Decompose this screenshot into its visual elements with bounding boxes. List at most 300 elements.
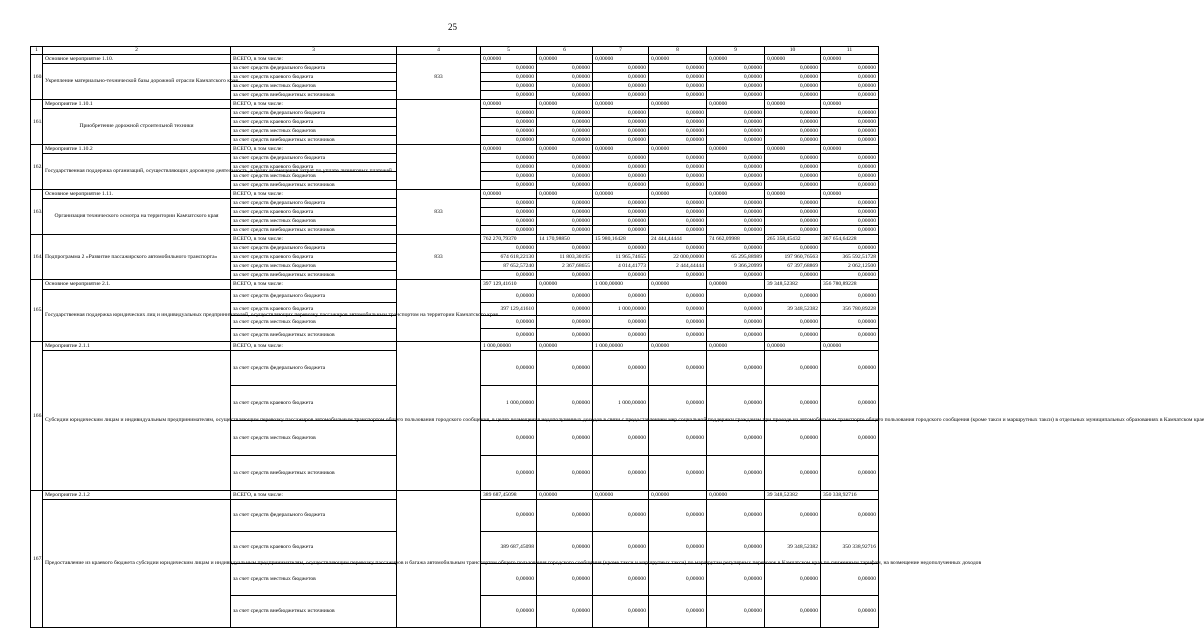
amount-cell: 0,00000 xyxy=(707,172,765,181)
amount-cell: 0,00000 xyxy=(765,329,821,342)
measure-title: Мероприятие 1.10.1 xyxy=(43,100,231,109)
amount-cell: 350 338,92716 xyxy=(821,532,879,564)
amount-cell: 0,00000 xyxy=(649,82,707,91)
amount-cell: 0,00000 xyxy=(707,127,765,136)
amount-cell: 0,00000 xyxy=(481,329,537,342)
funding-source: за счет средств местных бюджетов xyxy=(231,564,397,596)
amount-cell: 0,00000 xyxy=(537,303,593,316)
budget-code xyxy=(397,280,481,342)
amount-cell: 0,00000 xyxy=(481,136,537,145)
amount-cell: 0,00000 xyxy=(649,163,707,172)
amount-cell: 0,00000 xyxy=(593,351,649,386)
column-number: 6 xyxy=(537,47,593,55)
amount-cell: 0,00000 xyxy=(765,181,821,190)
amount-cell: 0,00000 xyxy=(765,136,821,145)
funding-source: за счет средств местных бюджетов xyxy=(231,217,397,226)
amount-cell: 0,00000 xyxy=(649,181,707,190)
funding-source: за счет средств краевого бюджета xyxy=(231,73,397,82)
amount-cell: 0,00000 xyxy=(821,109,879,118)
amount-cell: 0,00000 xyxy=(765,271,821,280)
funding-source: за счет средств краевого бюджета xyxy=(231,386,397,421)
column-number: 5 xyxy=(481,47,537,55)
amount-cell: 0,00000 xyxy=(481,199,537,208)
amount-cell: 0,00000 xyxy=(481,271,537,280)
amount-cell: 65 295,88989 xyxy=(707,253,765,262)
amount-cell: 0,00000 xyxy=(593,172,649,181)
budget-code xyxy=(397,145,481,190)
amount-cell: 0,00000 xyxy=(593,271,649,280)
amount-cell: 0,00000 xyxy=(765,91,821,100)
column-number: 10 xyxy=(765,47,821,55)
amount-cell: 0,00000 xyxy=(707,386,765,421)
table-body xyxy=(31,47,1204,628)
amount-cell: 0,00000 xyxy=(593,163,649,172)
amount-cell: 67 397,68869 xyxy=(765,262,821,271)
amount-cell: 0,00000 xyxy=(481,64,537,73)
amount-cell: 0,00000 xyxy=(707,154,765,163)
amount-cell: 0,00000 xyxy=(593,456,649,491)
table-row xyxy=(31,55,879,64)
amount-cell: 0,00000 xyxy=(537,316,593,329)
measure-name: Укрепление материально-технической базы дорожной отрасли Камчатского края xyxy=(43,64,231,100)
amount-cell: 0,00000 xyxy=(765,145,821,154)
amount-cell: 0,00000 xyxy=(765,172,821,181)
amount-cell: 0,00000 xyxy=(765,154,821,163)
measure-name: Предоставление из краевого бюджета субсидии юридическим лицам и индивидуальным предпринимателям, осуществляющим перевозку пассажиров и багажа автомобильным транспортом общего пользования городского сообщения (кроме такси и маршрутных такси) по маршрутам регулярных перевозок в Камчатском крае по сниженным тарифам, на возмещение недополученных доходов xyxy=(43,500,231,628)
amount-cell: 0,00000 xyxy=(481,127,537,136)
funding-source: за счет средств местных бюджетов xyxy=(231,262,397,271)
amount-cell: 0,00000 xyxy=(821,163,879,172)
funding-source: за счет средств федерального бюджета xyxy=(231,64,397,73)
amount-cell: 74 662,09988 xyxy=(707,235,765,244)
amount-cell: 0,00000 xyxy=(707,532,765,564)
funding-source: за счет средств внебюджетных источников xyxy=(231,596,397,628)
funding-source: ВСЕГО, в том числе: xyxy=(231,100,397,109)
amount-cell: 762 270,79370 xyxy=(481,235,537,244)
amount-cell: 0,00000 xyxy=(537,163,593,172)
funding-source: за счет средств местных бюджетов xyxy=(231,82,397,91)
amount-cell: 0,00000 xyxy=(821,316,879,329)
amount-cell: 0,00000 xyxy=(765,199,821,208)
amount-cell: 0,00000 xyxy=(537,226,593,235)
amount-cell: 0,00000 xyxy=(593,118,649,127)
amount-cell: 0,00000 xyxy=(707,181,765,190)
measure-title: Основное мероприятие 1.11. xyxy=(43,190,231,199)
amount-cell: 0,00000 xyxy=(537,456,593,491)
amount-cell: 0,00000 xyxy=(593,199,649,208)
amount-cell: 0,00000 xyxy=(707,456,765,491)
amount-cell: 0,00000 xyxy=(649,109,707,118)
budget-code: 833 xyxy=(397,55,481,100)
amount-cell: 0,00000 xyxy=(537,244,593,253)
amount-cell: 0,00000 xyxy=(649,199,707,208)
amount-cell: 0,00000 xyxy=(537,199,593,208)
amount-cell: 0,00000 xyxy=(593,55,649,64)
amount-cell: 0,00000 xyxy=(649,208,707,217)
amount-cell: 39 348,52382 xyxy=(765,280,821,290)
funding-source: за счет средств краевого бюджета xyxy=(231,208,397,217)
funding-source: за счет средств внебюджетных источников xyxy=(231,226,397,235)
amount-cell: 0,00000 xyxy=(821,127,879,136)
amount-cell: 0,00000 xyxy=(821,199,879,208)
amount-cell: 0,00000 xyxy=(707,64,765,73)
amount-cell: 39 348,52382 xyxy=(765,491,821,500)
amount-cell: 197 960,76563 xyxy=(765,253,821,262)
amount-cell: 0,00000 xyxy=(649,55,707,64)
funding-source: ВСЕГО, в том числе: xyxy=(231,491,397,500)
amount-cell: 0,00000 xyxy=(593,564,649,596)
amount-cell: 0,00000 xyxy=(481,172,537,181)
amount-cell: 0,00000 xyxy=(537,329,593,342)
amount-cell: 0,00000 xyxy=(481,73,537,82)
column-number: 2 xyxy=(43,47,231,55)
amount-cell: 0,00000 xyxy=(481,100,537,109)
funding-source: за счет средств федерального бюджета xyxy=(231,199,397,208)
amount-cell: 0,00000 xyxy=(593,208,649,217)
amount-cell: 0,00000 xyxy=(537,136,593,145)
amount-cell: 0,00000 xyxy=(649,290,707,303)
amount-cell: 397 129,41610 xyxy=(481,303,537,316)
row-number: 162. xyxy=(31,145,43,190)
amount-cell: 0,00000 xyxy=(649,386,707,421)
amount-cell: 0,00000 xyxy=(481,596,537,628)
amount-cell: 0,00000 xyxy=(537,271,593,280)
amount-cell: 0,00000 xyxy=(821,244,879,253)
amount-cell: 0,00000 xyxy=(481,55,537,64)
amount-cell: 2 367,68655 xyxy=(537,262,593,271)
funding-source: за счет средств местных бюджетов xyxy=(231,172,397,181)
amount-cell: 0,00000 xyxy=(765,127,821,136)
amount-cell: 0,00000 xyxy=(481,181,537,190)
amount-cell: 4 014,41773 xyxy=(593,262,649,271)
table-row xyxy=(31,342,879,351)
amount-cell: 0,00000 xyxy=(537,290,593,303)
column-number: 3 xyxy=(231,47,397,55)
amount-cell: 0,00000 xyxy=(821,82,879,91)
funding-source: за счет средств федерального бюджета xyxy=(231,500,397,532)
amount-cell: 0,00000 xyxy=(593,491,649,500)
amount-cell: 0,00000 xyxy=(765,564,821,596)
amount-cell: 0,00000 xyxy=(537,351,593,386)
funding-source: за счет средств федерального бюджета xyxy=(231,351,397,386)
amount-cell: 0,00000 xyxy=(821,329,879,342)
amount-cell: 0,00000 xyxy=(649,127,707,136)
amount-cell: 0,00000 xyxy=(649,280,707,290)
measure-name: Организация технического осмотра на территории Камчатского края xyxy=(43,199,231,235)
amount-cell: 0,00000 xyxy=(593,181,649,190)
amount-cell: 0,00000 xyxy=(481,91,537,100)
measure-title: Мероприятие 1.10.2 xyxy=(43,145,231,154)
amount-cell: 0,00000 xyxy=(593,290,649,303)
funding-source: за счет средств местных бюджетов xyxy=(231,127,397,136)
amount-cell: 0,00000 xyxy=(481,145,537,154)
amount-cell: 2 444,44444 xyxy=(649,262,707,271)
amount-cell: 0,00000 xyxy=(593,91,649,100)
table-row xyxy=(31,280,879,290)
amount-cell: 14 170,98850 xyxy=(537,235,593,244)
amount-cell: 0,00000 xyxy=(537,208,593,217)
amount-cell: 397 129,41610 xyxy=(481,280,537,290)
amount-cell: 0,00000 xyxy=(537,154,593,163)
amount-cell: 15 980,16428 xyxy=(593,235,649,244)
amount-cell: 0,00000 xyxy=(481,190,537,199)
amount-cell: 0,00000 xyxy=(593,64,649,73)
amount-cell: 0,00000 xyxy=(707,564,765,596)
page-number: 25 xyxy=(448,22,457,32)
amount-cell: 0,00000 xyxy=(481,226,537,235)
amount-cell: 0,00000 xyxy=(765,109,821,118)
amount-cell: 0,00000 xyxy=(707,271,765,280)
amount-cell: 0,00000 xyxy=(765,316,821,329)
budget-code xyxy=(397,342,481,491)
funding-source: за счет средств федерального бюджета xyxy=(231,154,397,163)
amount-cell: 0,00000 xyxy=(821,500,879,532)
amount-cell: 0,00000 xyxy=(821,91,879,100)
amount-cell: 0,00000 xyxy=(537,127,593,136)
row-number: 160. xyxy=(31,55,43,100)
measure-name: Подпрограмма 2 «Развитие пассажирского автомобильного транспорта» xyxy=(43,235,231,280)
funding-source: за счет средств федерального бюджета xyxy=(231,244,397,253)
row-number: 165. xyxy=(31,280,43,342)
amount-cell: 0,00000 xyxy=(821,181,879,190)
amount-cell: 0,00000 xyxy=(481,217,537,226)
measure-name: Приобретение дорожной строительной техники xyxy=(43,109,231,145)
amount-cell: 0,00000 xyxy=(765,244,821,253)
amount-cell: 0,00000 xyxy=(821,386,879,421)
amount-cell: 22 000,00000 xyxy=(649,253,707,262)
amount-cell: 0,00000 xyxy=(481,118,537,127)
funding-source: ВСЕГО, в том числе: xyxy=(231,235,397,244)
funding-source: за счет средств внебюджетных источников xyxy=(231,271,397,280)
amount-cell: 11 803,30195 xyxy=(537,253,593,262)
amount-cell: 0,00000 xyxy=(707,208,765,217)
amount-cell: 0,00000 xyxy=(593,316,649,329)
amount-cell: 0,00000 xyxy=(821,145,879,154)
amount-cell: 1 000,00000 xyxy=(593,342,649,351)
amount-cell: 0,00000 xyxy=(593,73,649,82)
amount-cell: 0,00000 xyxy=(765,456,821,491)
amount-cell: 0,00000 xyxy=(707,118,765,127)
table-row xyxy=(31,235,879,244)
amount-cell: 87 652,57240 xyxy=(481,262,537,271)
amount-cell: 0,00000 xyxy=(765,118,821,127)
amount-cell: 0,00000 xyxy=(707,596,765,628)
amount-cell: 0,00000 xyxy=(821,342,879,351)
row-number: 166. xyxy=(31,342,43,491)
amount-cell: 0,00000 xyxy=(649,226,707,235)
measure-title: Основное мероприятие 1.10. xyxy=(43,55,231,64)
amount-cell: 0,00000 xyxy=(821,596,879,628)
amount-cell: 0,00000 xyxy=(593,421,649,456)
amount-cell: 0,00000 xyxy=(537,421,593,456)
amount-cell: 0,00000 xyxy=(593,154,649,163)
funding-source: ВСЕГО, в том числе: xyxy=(231,190,397,199)
amount-cell: 0,00000 xyxy=(707,290,765,303)
funding-source: ВСЕГО, в том числе: xyxy=(231,280,397,290)
amount-cell: 0,00000 xyxy=(649,73,707,82)
amount-cell: 0,00000 xyxy=(765,208,821,217)
amount-cell: 0,00000 xyxy=(649,154,707,163)
amount-cell: 0,00000 xyxy=(707,421,765,456)
amount-cell: 0,00000 xyxy=(707,109,765,118)
amount-cell: 0,00000 xyxy=(821,136,879,145)
amount-cell: 0,00000 xyxy=(537,100,593,109)
funding-source: за счет средств внебюджетных источников xyxy=(231,456,397,491)
amount-cell: 0,00000 xyxy=(537,280,593,290)
amount-cell: 0,00000 xyxy=(707,190,765,199)
amount-cell: 0,00000 xyxy=(649,532,707,564)
amount-cell: 0,00000 xyxy=(707,73,765,82)
budget-code: 833 xyxy=(397,190,481,235)
amount-cell: 0,00000 xyxy=(481,163,537,172)
table-row xyxy=(31,145,879,154)
amount-cell: 0,00000 xyxy=(765,386,821,421)
amount-cell: 0,00000 xyxy=(649,564,707,596)
amount-cell: 0,00000 xyxy=(593,136,649,145)
amount-cell: 0,00000 xyxy=(593,217,649,226)
measure-name: Государственная поддержка организаций, осуществляющих дорожную деятельность, в целях возмещения затрат по уплате лизинговых платежей xyxy=(43,154,231,190)
amount-cell: 0,00000 xyxy=(707,82,765,91)
amount-cell: 11 965,74655 xyxy=(593,253,649,262)
amount-cell: 0,00000 xyxy=(537,181,593,190)
funding-source: за счет средств местных бюджетов xyxy=(231,421,397,456)
amount-cell: 0,00000 xyxy=(765,100,821,109)
amount-cell: 0,00000 xyxy=(821,154,879,163)
amount-cell: 0,00000 xyxy=(765,342,821,351)
amount-cell: 0,00000 xyxy=(707,316,765,329)
amount-cell: 0,00000 xyxy=(707,303,765,316)
amount-cell: 0,00000 xyxy=(765,596,821,628)
amount-cell: 0,00000 xyxy=(649,491,707,500)
amount-cell: 0,00000 xyxy=(649,271,707,280)
funding-source: за счет средств краевого бюджета xyxy=(231,118,397,127)
funding-source: ВСЕГО, в том числе: xyxy=(231,342,397,351)
amount-cell: 1 000,00000 xyxy=(593,303,649,316)
amount-cell: 0,00000 xyxy=(537,500,593,532)
amount-cell: 0,00000 xyxy=(593,100,649,109)
amount-cell: 0,00000 xyxy=(821,73,879,82)
amount-cell: 0,00000 xyxy=(707,244,765,253)
amount-cell: 0,00000 xyxy=(765,64,821,73)
amount-cell: 0,00000 xyxy=(481,564,537,596)
amount-cell: 0,00000 xyxy=(707,136,765,145)
amount-cell: 0,00000 xyxy=(649,244,707,253)
amount-cell: 0,00000 xyxy=(707,163,765,172)
amount-cell: 0,00000 xyxy=(765,217,821,226)
funding-source: за счет средств внебюджетных источников xyxy=(231,136,397,145)
amount-cell: 0,00000 xyxy=(765,290,821,303)
budget-code xyxy=(397,491,481,628)
amount-cell: 0,00000 xyxy=(765,351,821,386)
amount-cell: 0,00000 xyxy=(481,82,537,91)
amount-cell: 0,00000 xyxy=(649,500,707,532)
funding-source: за счет средств краевого бюджета xyxy=(231,303,397,316)
amount-cell: 0,00000 xyxy=(649,596,707,628)
amount-cell: 0,00000 xyxy=(481,109,537,118)
amount-cell: 0,00000 xyxy=(821,172,879,181)
amount-cell: 0,00000 xyxy=(821,290,879,303)
amount-cell: 0,00000 xyxy=(707,91,765,100)
amount-cell: 0,00000 xyxy=(707,145,765,154)
amount-cell: 0,00000 xyxy=(649,342,707,351)
amount-cell: 350 338,92716 xyxy=(821,491,879,500)
amount-cell: 0,00000 xyxy=(821,217,879,226)
amount-cell: 0,00000 xyxy=(821,226,879,235)
row-number: 163. xyxy=(31,190,43,235)
amount-cell: 0,00000 xyxy=(593,500,649,532)
amount-cell: 0,00000 xyxy=(537,342,593,351)
funding-source: за счет средств федерального бюджета xyxy=(231,109,397,118)
amount-cell: 0,00000 xyxy=(593,532,649,564)
amount-cell: 0,00000 xyxy=(707,500,765,532)
amount-cell: 365 592,51728 xyxy=(821,253,879,262)
measure-title: Основное мероприятие 2.1. xyxy=(43,280,231,290)
amount-cell: 0,00000 xyxy=(765,55,821,64)
amount-cell: 0,00000 xyxy=(481,208,537,217)
amount-cell: 0,00000 xyxy=(765,163,821,172)
funding-source: за счет средств краевого бюджета xyxy=(231,163,397,172)
amount-cell: 0,00000 xyxy=(821,55,879,64)
amount-cell: 0,00000 xyxy=(537,564,593,596)
funding-source: ВСЕГО, в том числе: xyxy=(231,55,397,64)
amount-cell: 0,00000 xyxy=(649,172,707,181)
amount-cell: 0,00000 xyxy=(707,280,765,290)
amount-cell: 0,00000 xyxy=(649,421,707,456)
column-number: 7 xyxy=(593,47,649,55)
amount-cell: 0,00000 xyxy=(821,456,879,491)
amount-cell: 0,00000 xyxy=(537,532,593,564)
amount-cell: 0,00000 xyxy=(481,316,537,329)
amount-cell: 0,00000 xyxy=(593,329,649,342)
amount-cell: 0,00000 xyxy=(649,190,707,199)
amount-cell: 0,00000 xyxy=(821,564,879,596)
table-row xyxy=(31,100,879,109)
amount-cell: 0,00000 xyxy=(593,190,649,199)
row-number: 161. xyxy=(31,100,43,145)
amount-cell: 0,00000 xyxy=(593,127,649,136)
amount-cell: 1 000,00000 xyxy=(593,280,649,290)
amount-cell: 24 444,44444 xyxy=(649,235,707,244)
column-number: 8 xyxy=(649,47,707,55)
amount-cell: 0,00000 xyxy=(481,290,537,303)
amount-cell: 0,00000 xyxy=(593,82,649,91)
amount-cell: 0,00000 xyxy=(649,316,707,329)
budget-code xyxy=(397,100,481,145)
amount-cell: 0,00000 xyxy=(537,82,593,91)
amount-cell: 0,00000 xyxy=(481,421,537,456)
amount-cell: 39 348,52382 xyxy=(765,532,821,564)
funding-source: за счет средств внебюджетных источников xyxy=(231,181,397,190)
column-number: 9 xyxy=(707,47,765,55)
column-number: 11 xyxy=(821,47,879,55)
funding-source: за счет средств внебюджетных источников xyxy=(231,329,397,342)
amount-cell: 0,00000 xyxy=(707,342,765,351)
amount-cell: 0,00000 xyxy=(707,100,765,109)
amount-cell: 356 780,89228 xyxy=(821,280,879,290)
amount-cell: 0,00000 xyxy=(765,421,821,456)
amount-cell: 0,00000 xyxy=(649,64,707,73)
amount-cell: 0,00000 xyxy=(649,303,707,316)
amount-cell: 0,00000 xyxy=(481,154,537,163)
amount-cell: 0,00000 xyxy=(707,217,765,226)
budget-code: 833 xyxy=(397,235,481,280)
amount-cell: 0,00000 xyxy=(537,64,593,73)
amount-cell: 0,00000 xyxy=(649,329,707,342)
row-number: 167. xyxy=(31,491,43,628)
amount-cell: 0,00000 xyxy=(821,271,879,280)
amount-cell: 0,00000 xyxy=(821,190,879,199)
funding-source: за счет средств федерального бюджета xyxy=(231,290,397,303)
